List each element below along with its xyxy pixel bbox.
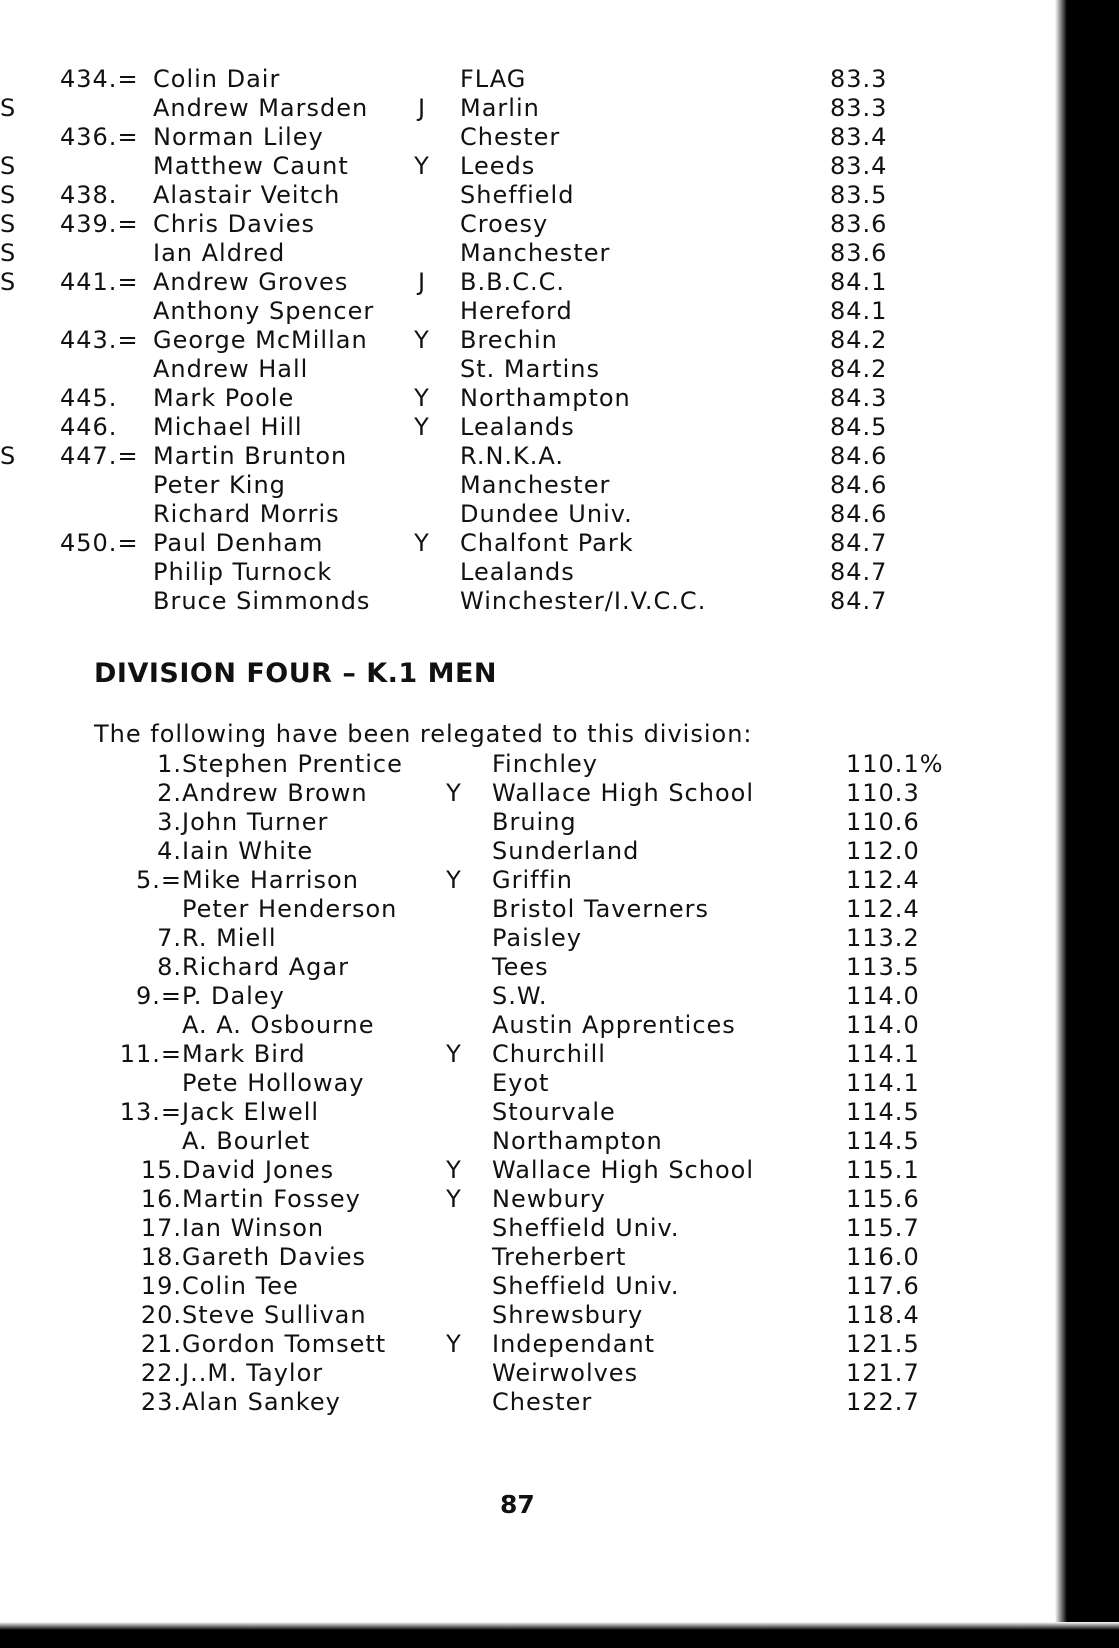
competitor-name: Andrew Brown (182, 779, 368, 807)
competitor-name: Chris Davies (153, 210, 315, 238)
club-name: Stourvale (492, 1098, 616, 1126)
club-name: Winchester/I.V.C.C. (460, 587, 707, 615)
time-value: 84.6 (830, 442, 888, 470)
time-value: 84.6 (830, 500, 888, 528)
result-row (0, 1388, 1060, 1416)
competitor-name: Alastair Veitch (153, 181, 341, 209)
status-marker: S (0, 181, 17, 209)
competitor-name: Alan Sankey (182, 1388, 341, 1416)
result-row (0, 152, 1060, 180)
category: Y (446, 1185, 462, 1213)
competitor-name: Bruce Simmonds (153, 587, 371, 615)
position: 441.= (60, 268, 139, 296)
time-value: 110.1% (846, 750, 944, 778)
position: 443.= (60, 326, 139, 354)
result-row (0, 297, 1060, 325)
position: 9.= (135, 982, 182, 1010)
competitor-name: George McMillan (153, 326, 368, 354)
competitor-name: R. Miell (182, 924, 277, 952)
time-value: 115.6 (846, 1185, 920, 1213)
time-value: 110.3 (846, 779, 920, 807)
competitor-name: Colin Tee (182, 1272, 299, 1300)
club-name: Bristol Taverners (492, 895, 710, 923)
result-row (0, 1069, 1060, 1097)
club-name: Independant (492, 1330, 656, 1358)
competitor-name: Michael Hill (153, 413, 303, 441)
club-name: Sheffield Univ. (492, 1214, 680, 1242)
position: 23. (140, 1388, 182, 1416)
club-name: Leeds (460, 152, 536, 180)
club-name: Treherbert (492, 1243, 627, 1271)
time-value: 115.1 (846, 1156, 920, 1184)
page-edge-shadow-bottom (0, 1628, 1119, 1648)
result-row (0, 982, 1060, 1010)
result-row (0, 1359, 1060, 1387)
position: 8. (157, 953, 182, 981)
club-name: Dundee Univ. (460, 500, 633, 528)
position: 11.= (119, 1040, 182, 1068)
club-name: R.N.K.A. (460, 442, 565, 470)
category: Y (414, 384, 430, 412)
competitor-name: P. Daley (182, 982, 285, 1010)
result-row (0, 1127, 1060, 1155)
time-value: 121.5 (846, 1330, 920, 1358)
position: 5.= (135, 866, 182, 894)
competitor-name: Steve Sullivan (182, 1301, 367, 1329)
time-value: 84.2 (830, 355, 888, 383)
time-value: 117.6 (846, 1272, 920, 1300)
time-value: 84.3 (830, 384, 888, 412)
club-name: Finchley (492, 750, 598, 778)
result-row (0, 65, 1060, 93)
status-marker: S (0, 268, 17, 296)
time-value: 116.0 (846, 1243, 920, 1271)
competitor-name: Andrew Hall (153, 355, 309, 383)
club-name: Chester (492, 1388, 593, 1416)
page-number: 87 (500, 1490, 535, 1519)
time-value: 113.5 (846, 953, 920, 981)
status-marker: S (0, 239, 17, 267)
category: Y (414, 529, 430, 557)
club-name: Weirwolves (492, 1359, 639, 1387)
result-row (0, 924, 1060, 952)
competitor-name: Stephen Prentice (182, 750, 403, 778)
position: 15. (140, 1156, 182, 1184)
position: 16. (140, 1185, 182, 1213)
result-row (0, 1272, 1060, 1300)
competitor-name: David Jones (182, 1156, 335, 1184)
result-row (0, 239, 1060, 267)
position: 7. (157, 924, 182, 952)
club-name: Brechin (460, 326, 558, 354)
result-row (0, 1243, 1060, 1271)
competitor-name: Mark Poole (153, 384, 295, 412)
competitor-name: Martin Brunton (153, 442, 348, 470)
result-row (0, 750, 1060, 778)
result-row (0, 442, 1060, 470)
time-value: 84.5 (830, 413, 888, 441)
competitor-name: Philip Turnock (153, 558, 333, 586)
time-value: 84.6 (830, 471, 888, 499)
club-name: Sunderland (492, 837, 640, 865)
club-name: Churchill (492, 1040, 606, 1068)
competitor-name: Colin Dair (153, 65, 281, 93)
club-name: Manchester (460, 239, 611, 267)
club-name: Chalfont Park (460, 529, 634, 557)
position: 22. (140, 1359, 182, 1387)
club-name: Hereford (460, 297, 573, 325)
position: 19. (140, 1272, 182, 1300)
time-value: 84.7 (830, 558, 888, 586)
competitor-name: Gareth Davies (182, 1243, 366, 1271)
position: 445. (60, 384, 118, 412)
result-row (0, 123, 1060, 151)
time-value: 112.4 (846, 895, 920, 923)
result-row (0, 866, 1060, 894)
category: Y (414, 413, 430, 441)
result-row (0, 837, 1060, 865)
category: Y (446, 1040, 462, 1068)
result-row (0, 529, 1060, 557)
time-value: 83.4 (830, 152, 888, 180)
category: Y (446, 1156, 462, 1184)
time-value: 83.6 (830, 239, 888, 267)
result-row (0, 413, 1060, 441)
time-value: 110.6 (846, 808, 920, 836)
status-marker: S (0, 94, 17, 122)
result-row (0, 779, 1060, 807)
competitor-name: Richard Morris (153, 500, 340, 528)
category: Y (446, 779, 462, 807)
result-row (0, 1040, 1060, 1068)
position: 17. (140, 1214, 182, 1242)
time-value: 112.4 (846, 866, 920, 894)
club-name: Paisley (492, 924, 582, 952)
result-row (0, 895, 1060, 923)
club-name: Lealands (460, 558, 575, 586)
club-name: Tees (492, 953, 549, 981)
result-row (0, 1185, 1060, 1213)
club-name: FLAG (460, 65, 527, 93)
result-row (0, 355, 1060, 383)
competitor-name: J..M. Taylor (182, 1359, 324, 1387)
time-value: 114.5 (846, 1098, 920, 1126)
category: Y (414, 326, 430, 354)
time-value: 83.3 (830, 65, 888, 93)
club-name: S.W. (492, 982, 548, 1010)
time-value: 84.1 (830, 297, 888, 325)
time-value: 114.0 (846, 982, 920, 1010)
competitor-name: Ian Winson (182, 1214, 325, 1242)
time-value: 83.6 (830, 210, 888, 238)
result-row (0, 1214, 1060, 1242)
competitor-name: Iain White (182, 837, 314, 865)
club-name: Wallace High School (492, 779, 754, 807)
time-value: 121.7 (846, 1359, 920, 1387)
club-name: Austin Apprentices (492, 1011, 736, 1039)
club-name: Shrewsbury (492, 1301, 644, 1329)
competitor-name: Gordon Tomsett (182, 1330, 387, 1358)
position: 450.= (60, 529, 139, 557)
status-marker: S (0, 210, 17, 238)
result-row (0, 1156, 1060, 1184)
position: 438. (60, 181, 118, 209)
result-row (0, 384, 1060, 412)
competitor-name: John Turner (182, 808, 329, 836)
competitor-name: Andrew Marsden (153, 94, 369, 122)
result-row (0, 587, 1060, 615)
competitor-name: Andrew Groves (153, 268, 349, 296)
time-value: 114.5 (846, 1127, 920, 1155)
result-row (0, 471, 1060, 499)
club-name: Croesy (460, 210, 549, 238)
position: 434.= (60, 65, 139, 93)
club-name: Marlin (460, 94, 540, 122)
competitor-name: A. A. Osbourne (182, 1011, 375, 1039)
club-name: Sheffield Univ. (492, 1272, 680, 1300)
position: 1. (157, 750, 182, 778)
category: Y (446, 1330, 462, 1358)
result-row (0, 181, 1060, 209)
time-value: 113.2 (846, 924, 920, 952)
club-name: St. Martins (460, 355, 600, 383)
result-row (0, 1301, 1060, 1329)
competitor-name: Norman Liley (153, 123, 324, 151)
position: 3. (157, 808, 182, 836)
competitor-name: Peter Henderson (182, 895, 398, 923)
time-value: 115.7 (846, 1214, 920, 1242)
competitor-name: Matthew Caunt (153, 152, 349, 180)
result-row (0, 326, 1060, 354)
category: J (417, 268, 427, 296)
result-row (0, 210, 1060, 238)
position: 436.= (60, 123, 139, 151)
position: 21. (140, 1330, 182, 1358)
competitor-name: Peter King (153, 471, 286, 499)
competitor-name: Richard Agar (182, 953, 349, 981)
relegated-intro: The following have been relegated to this division: (94, 720, 753, 748)
competitor-name: Pete Holloway (182, 1069, 365, 1097)
result-row (0, 1098, 1060, 1126)
club-name: Wallace High School (492, 1156, 754, 1184)
club-name: Northampton (460, 384, 631, 412)
club-name: Griffin (492, 866, 573, 894)
time-value: 84.7 (830, 529, 888, 557)
position: 446. (60, 413, 118, 441)
status-marker: S (0, 152, 17, 180)
competitor-name: Jack Elwell (182, 1098, 320, 1126)
category: Y (446, 866, 462, 894)
time-value: 83.3 (830, 94, 888, 122)
position: 18. (140, 1243, 182, 1271)
club-name: Sheffield (460, 181, 575, 209)
position: 439.= (60, 210, 139, 238)
club-name: Lealands (460, 413, 575, 441)
competitor-name: Anthony Spencer (153, 297, 375, 325)
result-row (0, 1330, 1060, 1358)
time-value: 112.0 (846, 837, 920, 865)
position: 2. (157, 779, 182, 807)
time-value: 118.4 (846, 1301, 920, 1329)
club-name: Bruing (492, 808, 577, 836)
competitor-name: Mike Harrison (182, 866, 359, 894)
result-row (0, 953, 1060, 981)
competitor-name: A. Bourlet (182, 1127, 311, 1155)
club-name: B.B.C.C. (460, 268, 565, 296)
time-value: 114.0 (846, 1011, 920, 1039)
division-heading: DIVISION FOUR – K.1 MEN (94, 658, 498, 689)
time-value: 84.7 (830, 587, 888, 615)
time-value: 114.1 (846, 1069, 920, 1097)
category: J (417, 94, 427, 122)
position: 20. (140, 1301, 182, 1329)
time-value: 122.7 (846, 1388, 920, 1416)
result-row (0, 94, 1060, 122)
time-value: 84.1 (830, 268, 888, 296)
competitor-name: Martin Fossey (182, 1185, 361, 1213)
competitor-name: Mark Bird (182, 1040, 306, 1068)
club-name: Chester (460, 123, 561, 151)
category: Y (414, 152, 430, 180)
position: 447.= (60, 442, 139, 470)
club-name: Northampton (492, 1127, 663, 1155)
competitor-name: Ian Aldred (153, 239, 286, 267)
position: 13.= (119, 1098, 182, 1126)
result-row (0, 808, 1060, 836)
time-value: 84.2 (830, 326, 888, 354)
club-name: Manchester (460, 471, 611, 499)
position: 4. (157, 837, 182, 865)
result-row (0, 500, 1060, 528)
status-marker: S (0, 442, 17, 470)
club-name: Newbury (492, 1185, 606, 1213)
time-value: 83.4 (830, 123, 888, 151)
time-value: 114.1 (846, 1040, 920, 1068)
result-row (0, 1011, 1060, 1039)
club-name: Eyot (492, 1069, 550, 1097)
page-edge-shadow (1065, 0, 1119, 1648)
time-value: 83.5 (830, 181, 888, 209)
competitor-name: Paul Denham (153, 529, 324, 557)
result-row (0, 558, 1060, 586)
result-row (0, 268, 1060, 296)
